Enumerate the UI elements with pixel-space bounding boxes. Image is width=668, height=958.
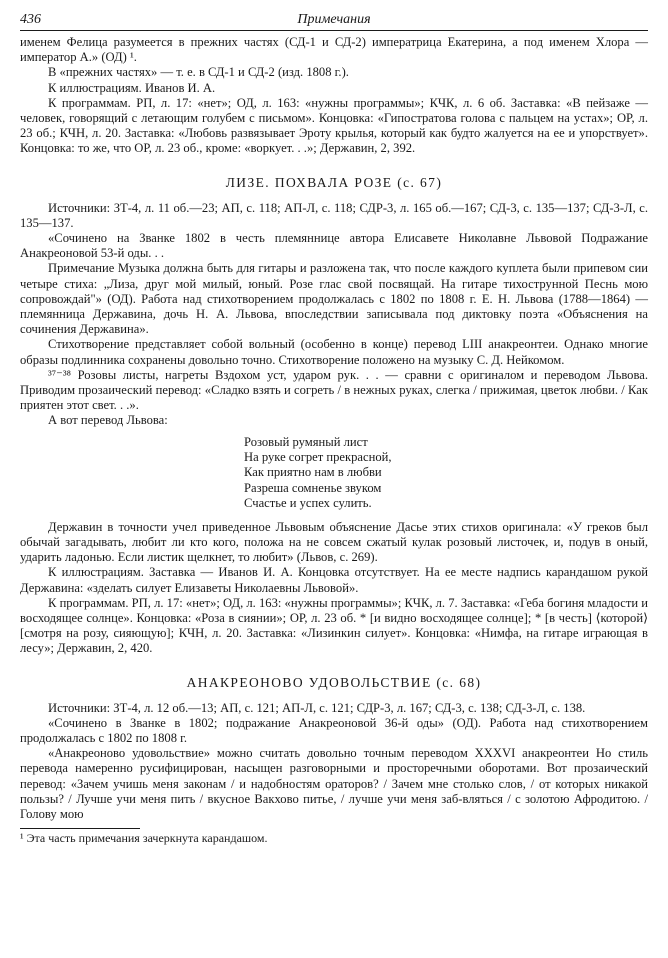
verse-line: Счастье и успех сулить. [244,496,372,511]
paragraph: ³⁷⁻³⁸ Розовы листы, нагреты Вздохом уст, ударом рук. . . — сравни с оригиналом и переводом Львова. Приводим прозаический перевод: «Сладко взять и согреть / в нежных руках, слегка / прижимая, цветок любви. / Как приятен этот свет. . .». [20,367,648,413]
page-number: 436 [20,12,41,27]
verse-quote [244,435,648,512]
paragraph: «Анакреоново удовольствие» можно считать довольно точным переводом XXXVI анакреонтеи Но стиль перевода намеренно русифицирован, насыщен разговорными и просторечными оборотами. Вот прозаический перевод: «Зачем учишь меня законам / и надобностям ораторов? / Зачем мне столько слов, / от которых никакой пользы? / Лучше учи меня пить / вкусное Вакхово питье, / лучше учи меня заб-вляться / с золотою Афродитою. / Голову мою [20,746,648,821]
footnote-rule [20,828,140,829]
paragraph: именем Фелица разумеется в прежних частях (СД-1 и СД-2) императрица Екатерина, а под именем Хлора — император А.» (ОД) ¹. [20,35,648,65]
paragraph: А вот перевод Львова: [48,413,168,428]
verse-line: Разреша сомненье звуком [244,480,382,495]
running-title: Примечания [297,12,371,27]
paragraph: К иллюстрациям. Иванов И. А. [48,80,216,95]
paragraph: Стихотворение представляет собой вольный (особенно в конце) перевод LIII анакреонтеи. Однако многие образы подлинника сохранены довольно точно. Стихотворение положено на музыку С. Д. Нейкомом. [20,337,648,367]
paragraph: Примечание Музыка должна быть для гитары и разложена так, что после каждого куплета были припевом сии четыре стиха: „Лиза, друг мой милый, юный. Розе глас свой посвящай. На гитаре тихострунной Песнь мою сопровождай"» (ОД). Работа над стихотворением продолжалась с 1802 по 1808 г. Е. Н. Львова (1788—1864) — племянница Державина, дочь Н. А. Львова, впоследствии записывала под диктовку поэта «Объяснения на сочинения Державина». [20,261,648,337]
paragraph: «Сочинено в Званке в 1802; подражание Анакреоновой 36-й оды» (ОД). Работа над стихотворением продолжалась с 1802 по 1808 г. [20,715,648,745]
continuation-block [20,35,648,157]
paragraph: К программам. РП, л. 17: «нет»; ОД, л. 163: «нужны программы»; КЧК, л. 7. Заставка: «Геба богиня младости и восходящее солнце». Концовка: «Роза в сиянии»; ОР, л. 23 об. * [и видно восходящее солнце]; * [в честь] ⟨которой⟩ [смотря на розу, сияющую]; КЧН, л. 20. Заставка: «Лизинкин силует». Концовка: «Нимфа, на гитаре играющая в лесу»; Державин, 2, 420. [20,595,648,656]
section-title: АНАКРЕОНОВО УДОВОЛЬСТВИЕ (с. 68) [186,674,482,690]
verse-line: Как приятно нам в любви [244,465,382,480]
paragraph: «Сочинено на Званке 1802 в честь племяннице автора Елисавете Николавне Львовой Подражание Анакреоновой 53-й оды. . . [20,231,648,261]
verse-line: Розовый румяный лист [244,434,368,449]
paragraph: Источники: ЗТ-4, л. 11 об.—23; АП, с. 118; АП-Л, с. 118; СДР-3, л. 165 об.—167; СД-3, с. 135—137; СД-3-Л, с. 135—137. [20,200,648,230]
paragraph: Державин в точности учел приведенное Львовым объяснение Дасье этих стихов оригинала: «У греков был обычай загадывать, любит ли кто кого, положа на не совсем сжатый кулак розовый листочек, и, подув в оный, ударить ладонью. Если листик щелкнет, то любит» (Львов, с. 269). [20,519,648,565]
footnote: ¹ Эта часть примечания зачеркнута карандашом. [20,831,268,846]
verse-line: На руке согрет прекрасной, [244,450,392,465]
paragraph: Источники: ЗТ-4, л. 12 об.—13; АП, с. 121; АП-Л, с. 121; СДР-3, л. 167; СД-3, с. 138; СД-3-Л, с. 138. [48,700,586,715]
paragraph: В «прежних частях» — т. е. в СД-1 и СД-2 (изд. 1808 г.). [48,65,349,80]
section-body [20,201,648,657]
running-header [20,12,648,31]
section-title: ЛИЗЕ. ПОХВАЛА РОЗЕ (с. 67) [225,174,443,190]
section-body [20,701,648,823]
paragraph: К программам. РП, л. 17: «нет»; ОД, л. 163: «нужны программы»; КЧК, л. 6 об. Заставка: «В пейзаже — человек, говорящий с летающим голубем с письмом». Концовка: «Гипостратова голова с пальцем на устах»; ОР, л. 23 об.; КЧН, л. 20. Заставка: «Любовь развязывает Эроту крылья, который как будто жалуется на ее и упорствует». Концовка: то же, что ОР, л. 23 об., кроме: «воркует. . .»; Державин, 2, 392. [20,95,648,156]
paragraph: К иллюстрациям. Заставка — Иванов И. А. Концовка отсутствует. На ее месте надпись карандашом рукой Державина: «зделать силует Елизаветы Николаевны Львовой». [20,565,648,595]
